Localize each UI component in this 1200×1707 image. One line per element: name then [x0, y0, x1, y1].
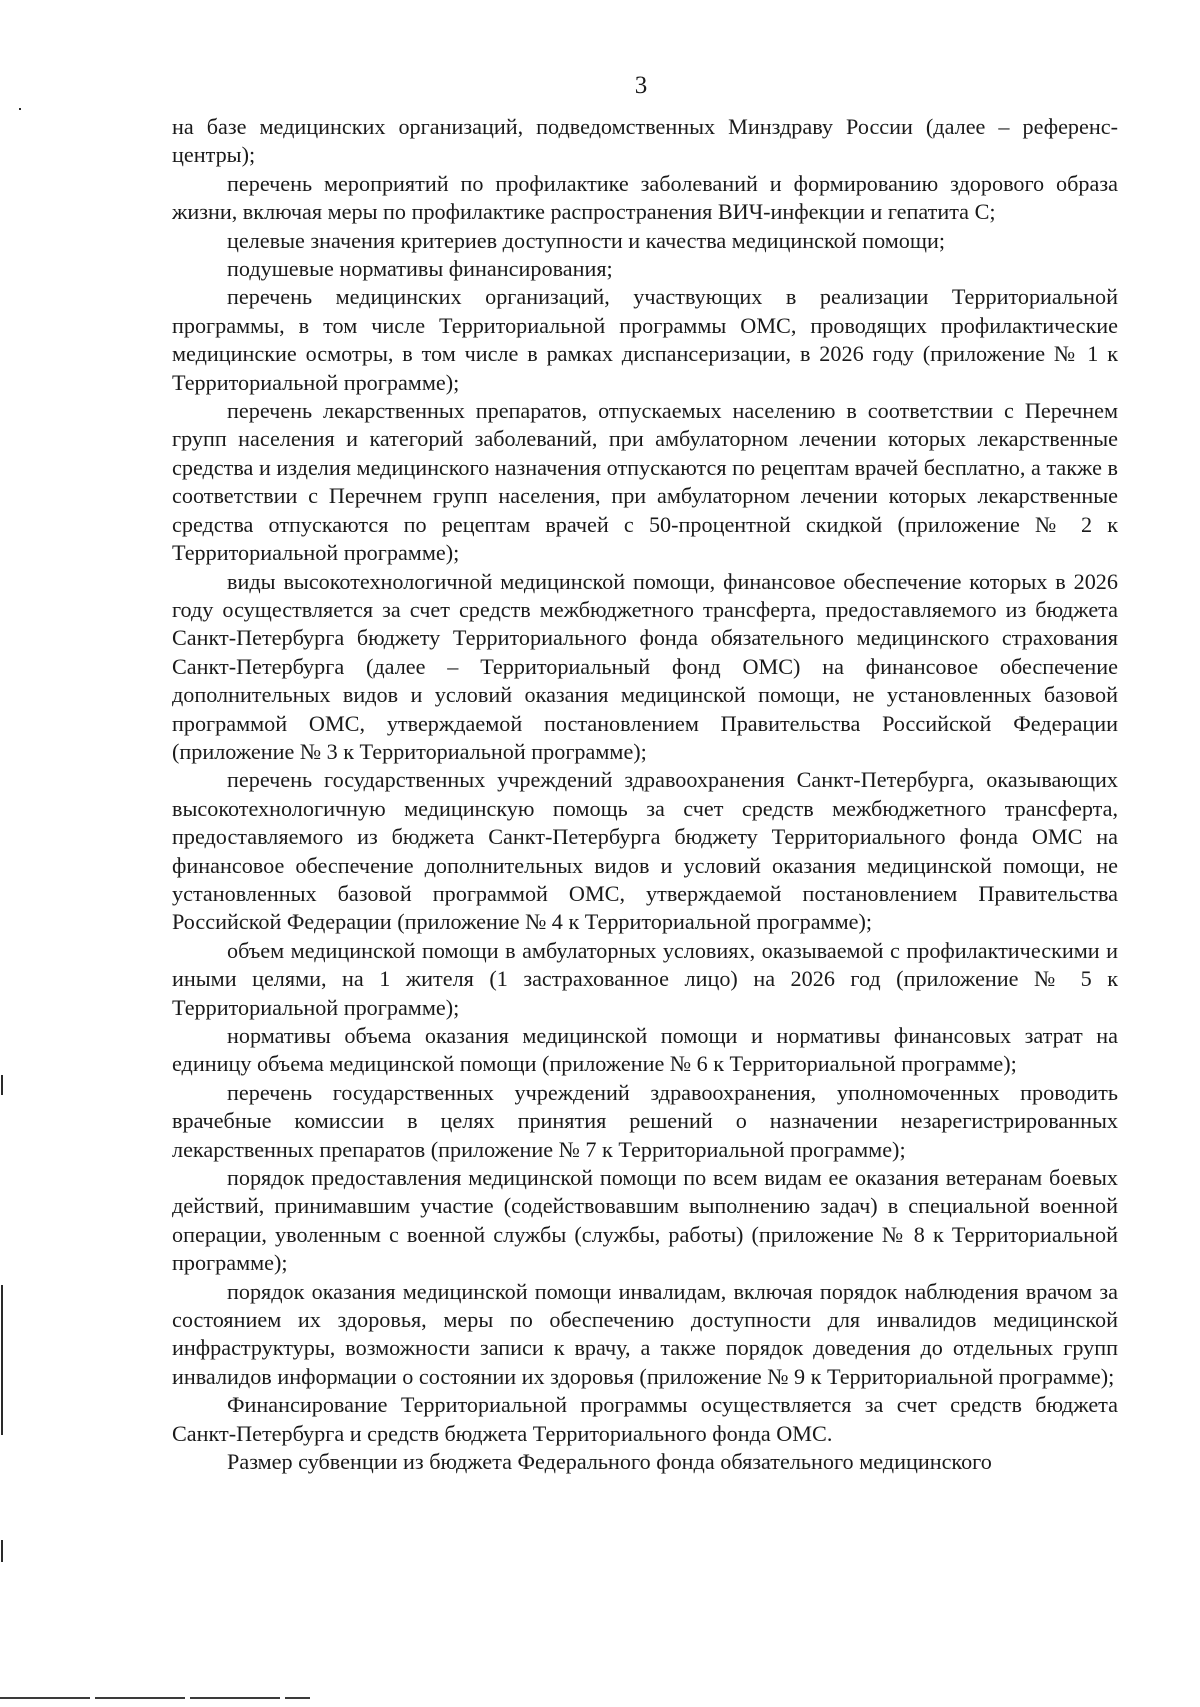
paragraph-10: нормативы объема оказания медицинской помощи и нормативы финансовых затрат на единицу объема медицинской помощи (приложение № 6 к Территориальной программе); [172, 1023, 1118, 1077]
paragraph-6: перечень лекарственных препаратов, отпускаемых населению в соответствии с Перечнем групп населения и категорий заболеваний, при амбулаторном лечении которых лекарственные средства и изделия медицинского назначения отпускаются по рецептам врачей бесплатно, а также в соответствии с Перечнем групп населения, при амбулаторном лечении которых лекарственные средства отпускаются по рецептам врачей с 50-процентной скидкой (приложение № 2 к Территориальной программе); [172, 398, 1118, 566]
document-body [172, 113, 1118, 1477]
scan-artifact-left-1 [1, 1075, 3, 1095]
scan-artifact-left-3 [1, 1540, 3, 1562]
paragraph-2: перечень мероприятий по профилактике заболеваний и формированию здорового образа жизни, включая меры по профилактике распространения ВИЧ-инфекции и гепатита С; [172, 170, 1118, 225]
scan-artifact-left-2 [1, 1285, 3, 1435]
paragraph-13: порядок оказания медицинской помощи инвалидам, включая порядок наблюдения врачом за состоянием их здоровья, меры по обеспечению доступности для инвалидов медицинской инфраструктуры, возможности записи к врачу, а также порядок доведения до отдельных групп инвалидов информации о состоянии их здоровья (приложение № 9 к Территориальной программе); [172, 1278, 1118, 1389]
paragraph-14: Финансирование Территориальной программы осуществляется за счет средств бюджета Санкт-Петербурга и средств бюджета Территориального фонда ОМС. [172, 1392, 1118, 1446]
paragraph-8: перечень государственных учреждений здравоохранения Санкт-Петербурга, оказывающих высокотехнологичную медицинскую помощь за счет средств межбюджетного трансферта, предоставляемого из бюджета Санкт-Петербурга бюджету Территориального фонда ОМС на финансовое обеспечение дополнительных видов и условий оказания медицинской помощи, не установленных базовой программой ОМС, утверждаемой постановлением Правительства Российской Федерации (приложение № 4 к Территориальной программе); [172, 767, 1118, 935]
paragraph-1: на базе медицинских организаций, подведомственных Минздраву России (далее – референс-центры); [172, 114, 1118, 168]
paragraph-3: целевые значения критериев доступности и качества медицинской помощи; [227, 227, 945, 253]
paragraph-15: Размер субвенции из бюджета Федерального фонда обязательного медицинского [227, 1449, 992, 1475]
scan-artifact-bottom-line [0, 1697, 310, 1699]
page-number: 3 [634, 72, 648, 99]
paragraph-9: объем медицинской помощи в амбулаторных условиях, оказываемой с профилактическими и иными целями, на 1 жителя (1 застрахованное лицо) на 2026 год (приложение № 5 к Территориальной программе); [172, 937, 1118, 1020]
paragraph-5: перечень медицинских организаций, участвующих в реализации Территориальной программы, в том числе Территориальной программы ОМС, проводящих профилактические медицинские осмотры, в том числе в рамках диспансеризации, в 2026 году (приложение № 1 к Территориальной программе); [172, 284, 1118, 395]
scan-artifact-left-4 [19, 108, 21, 110]
paragraph-7: виды высокотехнологичной медицинской помощи, финансовое обеспечение которых в 2026 году осуществляется за счет средств межбюджетного трансферта, предоставляемого из бюджета Санкт-Петербурга бюджету Территориального фонда обязательного медицинского страхования Санкт-Петербурга (далее – Территориальный фонд ОМС) на финансовое обеспечение дополнительных видов и условий оказания медицинской помощи, не установленных базовой программой ОМС, утверждаемой постановлением Правительства Российской Федерации (приложение № 3 к Территориальной программе); [172, 568, 1118, 764]
paragraph-4: подушевые нормативы финансирования; [227, 256, 613, 282]
paragraph-11: перечень государственных учреждений здравоохранения, уполномоченных проводить врачебные комиссии в целях принятия решений о назначении незарегистрированных лекарственных препаратов (приложение № 7 к Территориальной программе); [172, 1079, 1118, 1162]
paragraph-12: порядок предоставления медицинской помощи по всем видам ее оказания ветеранам боевых действий, принимавшим участие (содействовавшим выполнению задач) в специальной военной операции, уволенным с военной службы (службы, работы) (приложение № 8 к Территориальной программе); [172, 1165, 1118, 1276]
